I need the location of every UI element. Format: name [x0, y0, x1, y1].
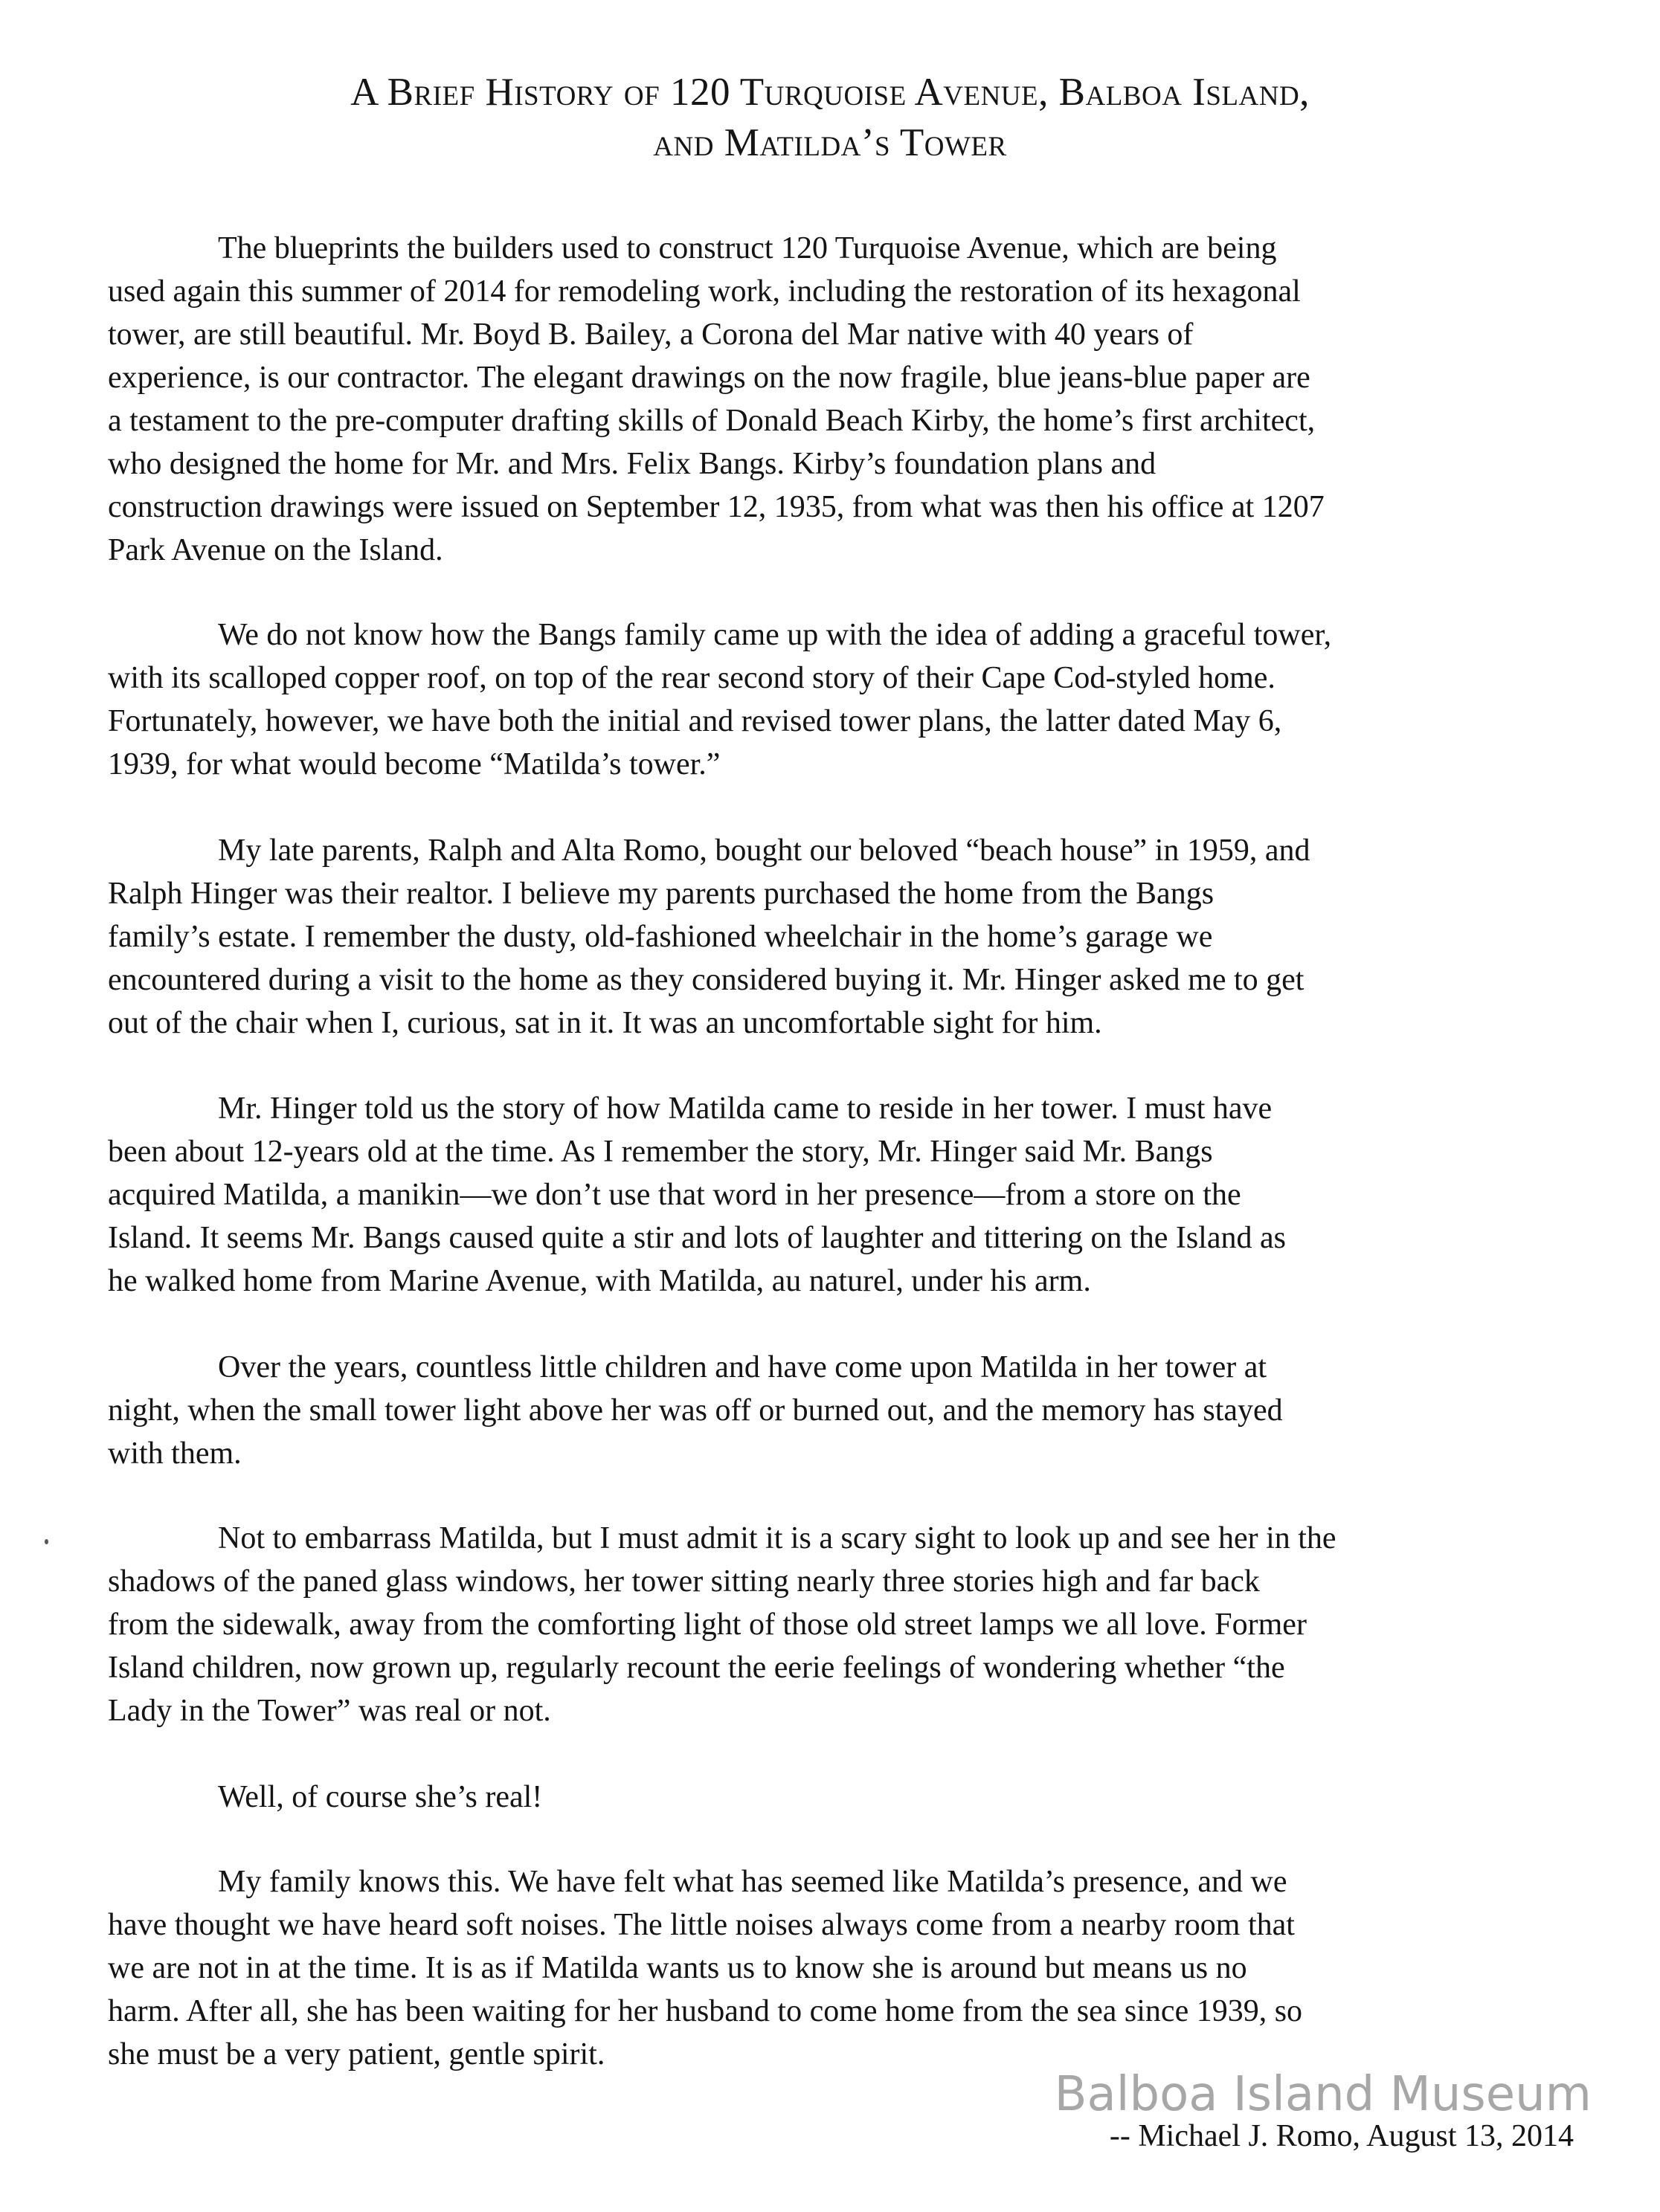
paragraph-line: Ralph Hinger was their realtor. I believe my parents purchased the home from the Bangs: [108, 877, 1215, 911]
paragraph-shes-real: [108, 1776, 1577, 1819]
paragraph-line: we are not in at the time. It is as if Matilda wants us to know she is around but means us no: [108, 1951, 1247, 1985]
paragraph-line: 1939, for what would become “Matilda’s tower.”: [108, 747, 721, 781]
museum-watermark: Balboa Island Museum: [1054, 2067, 1592, 2122]
paragraph-line: a testament to the pre-computer drafting skills of Donald Beach Kirby, the home’s first architect,: [108, 404, 1316, 438]
paragraph-blueprints: [108, 227, 1577, 572]
paragraph-scary-sight: [108, 1517, 1577, 1732]
paragraph-line: encountered during a visit to the home as they considered buying it. Mr. Hinger asked me to get: [108, 963, 1304, 997]
paragraph-line: My late parents, Ralph and Alta Romo, bought our beloved “beach house” in 1959, and: [218, 833, 1310, 868]
paragraph-line: shadows of the paned glass windows, her tower sitting nearly three stories high and far back: [108, 1564, 1260, 1599]
paragraph-parents: [108, 829, 1577, 1045]
paragraph-line: Park Avenue on the Island.: [108, 533, 443, 567]
paragraph-line: acquired Matilda, a manikin—we don’t use that word in her presence—from a store on the: [108, 1178, 1241, 1212]
paragraph-line: Well, of course she’s real!: [218, 1780, 543, 1814]
paragraph-line: he walked home from Marine Avenue, with Matilda, au naturel, under his arm.: [108, 1264, 1091, 1298]
paragraph-line: with its scalloped copper roof, on top of the rear second story of their Cape Cod-styled home.: [108, 661, 1275, 695]
paragraph-line: Island children, now grown up, regularly recount the eerie feelings of wondering whether “the: [108, 1651, 1285, 1685]
paragraph-line: harm. After all, she has been waiting for her husband to come home from the sea since 1939, so: [108, 1994, 1303, 2028]
paragraph-children: [108, 1346, 1577, 1475]
paragraph-line: who designed the home for Mr. and Mrs. Felix Bangs. Kirby’s foundation plans and: [108, 447, 1156, 481]
paragraph-line: construction drawings were issued on September 12, 1935, from what was then his office at 1207: [108, 490, 1325, 524]
author-signature: -- Michael J. Romo, August 13, 2014: [1109, 2119, 1574, 2153]
paragraph-line: she must be a very patient, gentle spirit.: [108, 2037, 605, 2071]
paragraph-family: [108, 1860, 1577, 2076]
paragraph-line: from the sidewalk, away from the comforting light of those old street lamps we all love. Former: [108, 1608, 1307, 1642]
paragraph-line: have thought we have heard soft noises. The little noises always come from a nearby room that: [108, 1908, 1295, 1942]
paragraph-line: family’s estate. I remember the dusty, old-fashioned wheelchair in the home’s garage we: [108, 920, 1213, 954]
paragraph-tower-origin: [108, 613, 1577, 786]
document-title-line-2: and Matilda’s Tower: [653, 121, 1007, 164]
paragraph-line: experience, is our contractor. The elegant drawings on the now fragile, blue jeans-blue paper are: [108, 361, 1310, 395]
scan-speck: [45, 1539, 48, 1544]
paragraph-line: Island. It seems Mr. Bangs caused quite a stir and lots of laughter and tittering on the Island as: [108, 1221, 1286, 1255]
paragraph-line: used again this summer of 2014 for remodeling work, including the restoration of its hexagonal: [108, 274, 1301, 309]
paragraph-line: The blueprints the builders used to construct 120 Turquoise Avenue, which are being: [218, 231, 1277, 265]
paragraph-line: Not to embarrass Matilda, but I must admit it is a scary sight to look up and see her in the: [218, 1521, 1336, 1555]
paragraph-hinger-story: [108, 1087, 1577, 1303]
document-title-line-1: A Brief History of 120 Turquoise Avenue, Balboa Island,: [350, 71, 1310, 114]
paragraph-line: Fortunately, however, we have both the initial and revised tower plans, the latter dated May 6,: [108, 704, 1282, 738]
paragraph-line: We do not know how the Bangs family came up with the idea of adding a graceful tower,: [218, 618, 1332, 652]
paragraph-line: out of the chair when I, curious, sat in it. It was an uncomfortable sight for him.: [108, 1006, 1102, 1040]
paragraph-line: night, when the small tower light above her was off or burned out, and the memory has stayed: [108, 1393, 1283, 1428]
paragraph-line: Mr. Hinger told us the story of how Matilda came to reside in her tower. I must have: [218, 1092, 1273, 1126]
paragraph-line: Lady in the Tower” was real or not.: [108, 1694, 551, 1728]
paragraph-line: tower, are still beautiful. Mr. Boyd B. Bailey, a Corona del Mar native with 40 years of: [108, 317, 1194, 352]
paragraph-line: Over the years, countless little children and have come upon Matilda in her tower at: [218, 1350, 1267, 1384]
paragraph-line: with them.: [108, 1436, 242, 1471]
paragraph-line: My family knows this. We have felt what has seemed like Matilda’s presence, and we: [218, 1865, 1287, 1899]
paragraph-line: been about 12-years old at the time. As I remember the story, Mr. Hinger said Mr. Bangs: [108, 1135, 1213, 1169]
